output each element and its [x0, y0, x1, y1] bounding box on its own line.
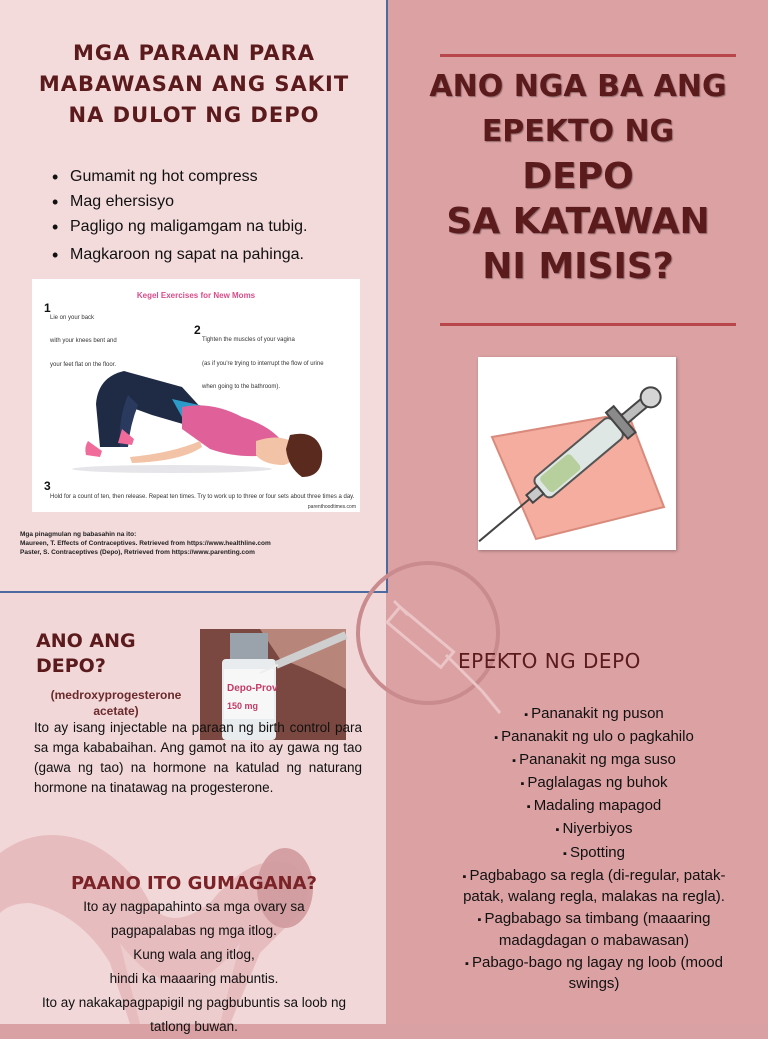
effects-list — [444, 704, 744, 996]
title-line: NA DULOT NG DEPO — [68, 103, 320, 127]
effect-item: ▪ Pananakit ng puson — [444, 704, 744, 726]
text-line: pagpapalabas ng mga itlog. — [111, 923, 277, 938]
title-line: EPEKTO NG — [481, 114, 675, 149]
effect-item: ▪ Spotting — [444, 843, 744, 865]
list-item: • Mag ehersisyo — [52, 191, 307, 216]
image-credit: parenthoodtimes.com — [307, 504, 356, 510]
text-line: Kung wala ang itlog, — [133, 947, 255, 962]
effect-item: ▪ Niyerbiyos — [444, 819, 744, 841]
divider — [440, 54, 736, 57]
title-line: NI MISIS? — [482, 246, 674, 287]
list-item: • Magkaroon ng sapat na pahinga. — [52, 244, 307, 269]
cover-title — [388, 64, 768, 289]
vial-label: Depo-Prov — [227, 683, 278, 694]
pain-relief-title — [0, 38, 388, 131]
effect-item: ▪ Pagbabago sa timbang (maaaring madagdagan o mabawasan) — [444, 909, 744, 951]
step-text: Lie on your back — [50, 315, 95, 321]
step-number: 2 — [194, 323, 201, 337]
step-text: (as if you're trying to interrupt the flow of urine — [202, 361, 324, 367]
effect-item: ▪ Pananakit ng ulo o pagkahilo — [444, 727, 744, 749]
step-text: with your knees bent and — [50, 338, 117, 344]
reference-line: Maureen, T. Effects of Contraceptives. Retrieved from https://www.healthline.com — [20, 540, 271, 547]
step-text: when going to the bathroom). — [202, 384, 281, 390]
generic-name: (medroxyprogesterone acetate) — [50, 688, 182, 718]
step-text: Hold for a count of ten, then release. Repeat ten times. Try to work up to three or four sets about three times a day. — [50, 494, 355, 500]
vial-dose: 150 mg — [227, 701, 259, 711]
how-it-works-heading: PAANO ITO GUMAGANA? — [71, 873, 317, 894]
text-line: tatlong buwan. — [150, 1019, 238, 1034]
title-line: DEPO — [522, 156, 634, 197]
step-text: Tighten the muscles of your vagina — [202, 337, 295, 343]
effect-item: ▪ Pananakit ng mga suso — [444, 750, 744, 772]
depo-description: Ito ay isang injectable na paraan ng birth control para sa mga kababaihan. Ang gamot na ito ay gawa ng tao (gawa ng tao) na hormone na katulad ng naturang hormone na tinatawag na progesterone. — [34, 720, 362, 795]
title-line: MABAWASAN ANG SAKIT — [38, 72, 350, 96]
reference-line: Paster, S. Contraceptives (Depo), Retrieved from https://www.parenting.com — [20, 549, 255, 556]
text-line: hindi ka maaaring mabuntis. — [109, 971, 279, 986]
text-line: Ito ay nagpapahinto sa mga ovary sa — [83, 899, 305, 914]
heading-line: ANO ANG — [36, 630, 136, 652]
panel-effects — [388, 593, 768, 1024]
reference-line: Mga pinagmulan ng babasahin na ito: — [20, 531, 137, 538]
exercising-woman-illustration — [32, 279, 360, 512]
effect-item: ▪ Paglalagas ng buhok — [444, 773, 744, 795]
step-number: 3 — [44, 479, 51, 493]
step-text: your feet flat on the floor. — [50, 362, 117, 368]
list-item: • Pagligo ng maligamgam na tubig. — [52, 216, 307, 241]
syringe-icon — [478, 357, 676, 550]
references — [20, 530, 271, 557]
heading-line: DEPO? — [36, 655, 106, 677]
step-number: 1 — [44, 301, 51, 315]
title-line: SA KATAWAN — [446, 201, 710, 242]
pain-relief-list — [52, 166, 307, 269]
effect-item: ▪ Pagbabago sa regla (di-regular, patak-patak, walang regla, malakas na regla). — [444, 866, 744, 908]
panel-what-is-depo — [0, 593, 388, 1034]
effect-item: ▪ Pabago-bago ng lagay ng loob (mood swings) — [444, 953, 744, 995]
text-line: Ito ay nakakapagpapigil ng pagbubuntis sa loob ng — [42, 995, 346, 1010]
syringe-image — [478, 357, 676, 550]
kegel-title: Kegel Exercises for New Moms — [136, 291, 256, 300]
effect-item: ▪ Madaling mapagod — [444, 796, 744, 818]
kegel-exercise-image — [32, 279, 360, 512]
what-is-depo-heading — [36, 629, 136, 679]
effects-heading: EPEKTO NG DEPO — [458, 649, 641, 673]
title-line: MGA PARAAN PARA — [72, 41, 316, 65]
title-line: ANO NGA BA ANG — [429, 69, 727, 104]
divider — [440, 323, 736, 326]
how-it-works-text — [0, 895, 388, 1039]
panel-cover — [388, 0, 768, 593]
panel-pain-relief — [0, 0, 388, 593]
list-item: • Gumamit ng hot compress — [52, 166, 307, 191]
